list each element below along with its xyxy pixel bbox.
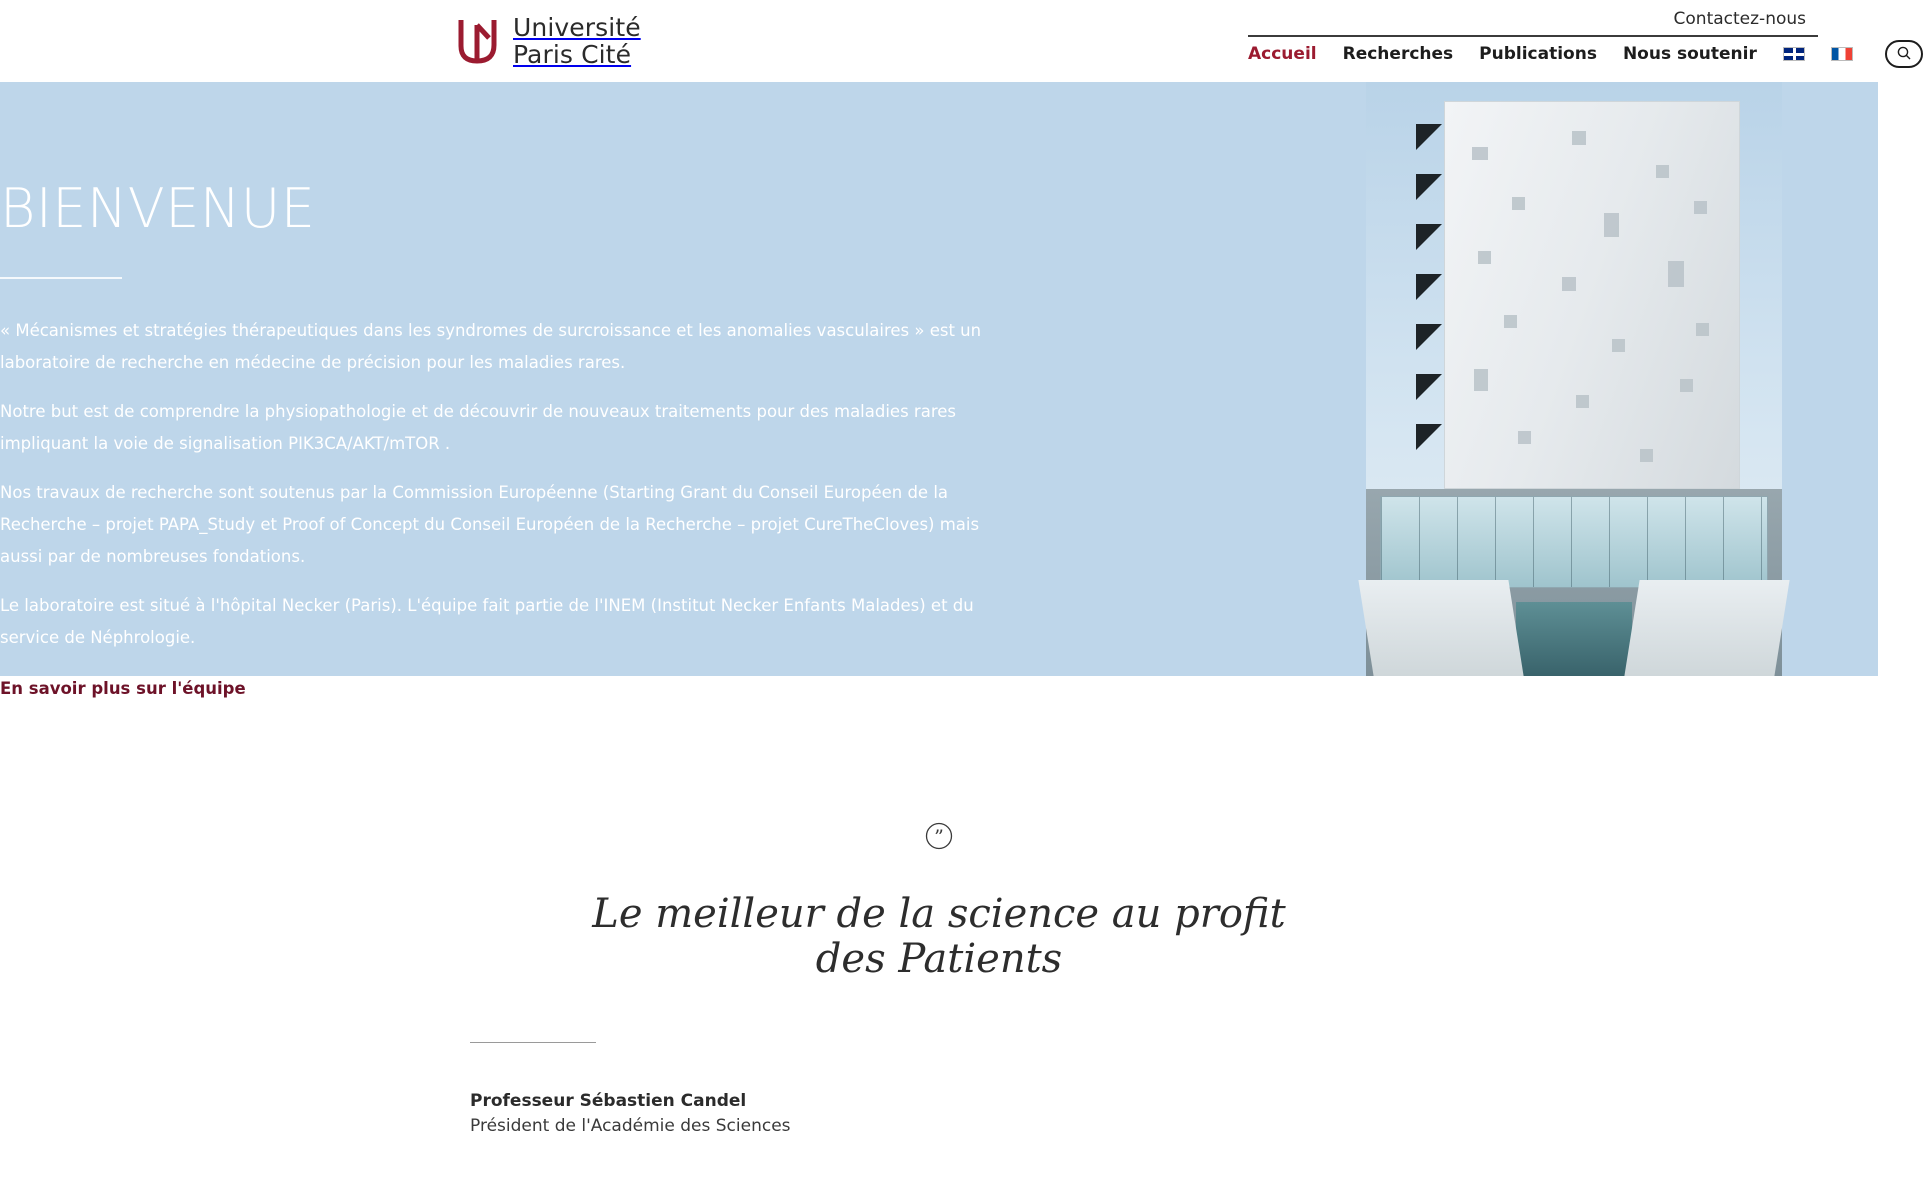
site-logo[interactable] <box>455 14 641 68</box>
hero-divider <box>0 277 122 279</box>
nav-item-nous-soutenir[interactable]: Nous soutenir <box>1622 44 1757 64</box>
english-flag-icon[interactable] <box>1783 47 1805 61</box>
quote-author-role: Président de l'Académie des Sciences <box>470 1116 791 1137</box>
quote-attribution <box>470 1091 1878 1136</box>
logo-wordmark <box>513 14 641 68</box>
hero-section <box>0 82 1878 698</box>
hero-body-text <box>0 315 1010 654</box>
photo-walkway-left <box>1358 580 1523 676</box>
photo-tower <box>1444 101 1740 489</box>
logo-line-1: Université <box>513 13 641 42</box>
hero-paragraph-1: « Mécanismes et stratégies thérapeutiques dans les syndromes de surcroissance et les anomalies vasculaires » est un laboratoire de recherche en médecine de précision pour les maladies rares. <box>0 321 982 372</box>
french-flag-icon[interactable] <box>1831 47 1853 61</box>
quote-author-name: Professeur Sébastien Candel <box>470 1091 747 1112</box>
photo-courtyard <box>1516 602 1632 676</box>
learn-more-team-link[interactable]: En savoir plus sur l'équipe <box>0 679 246 698</box>
nav-divider <box>1248 35 1818 37</box>
nav-item-publications[interactable]: Publications <box>1479 44 1597 64</box>
quote-divider <box>470 1042 596 1044</box>
page-title: BIENVENUE <box>0 177 316 240</box>
hero-paragraph-4: Le laboratoire est situé à l'hôpital Necker (Paris). L'équipe fait partie de l'INEM (Institut Necker Enfants Malades) et du service de Néphrologie. <box>0 596 974 647</box>
photo-glass-facade <box>1380 496 1768 588</box>
logo-line-2: Paris Cité <box>513 40 632 69</box>
universite-paris-cite-logo-icon <box>455 16 501 66</box>
nav-item-recherches[interactable]: Recherches <box>1342 44 1454 64</box>
quotation-mark-icon <box>0 814 1878 848</box>
hero-paragraph-2: Notre but est de comprendre la physiopathologie et de découvrir de nouveaux traitements pour des maladies rares impliquant la voie de signalisation PIK3CA/AKT/mTOR . <box>0 402 956 453</box>
svg-text:”: ” <box>934 826 944 848</box>
quote-text: Le meilleur de la science au profit des Patients <box>592 891 1286 982</box>
hero-paragraph-3: Nos travaux de recherche sont soutenus par la Commission Européenne (Starting Grant du Conseil Européen de la Recherche – projet PAPA_Study et Proof of Concept du Conseil Européen de la Recherche – projet CureTheCloves) mais aussi par de nombreuses fondations. <box>0 483 980 566</box>
quote-section <box>0 676 1878 1196</box>
site-header <box>0 0 1878 82</box>
search-icon <box>1896 45 1912 64</box>
contact-link[interactable]: Contactez-nous <box>1673 9 1806 29</box>
header-right <box>1248 0 1818 82</box>
necker-hospital-building-photo <box>1366 82 1782 676</box>
search-button[interactable] <box>1885 40 1923 68</box>
nav-item-accueil[interactable]: Accueil <box>1248 44 1317 64</box>
main-navigation <box>1248 40 1923 68</box>
photo-walkway-right <box>1624 580 1789 676</box>
